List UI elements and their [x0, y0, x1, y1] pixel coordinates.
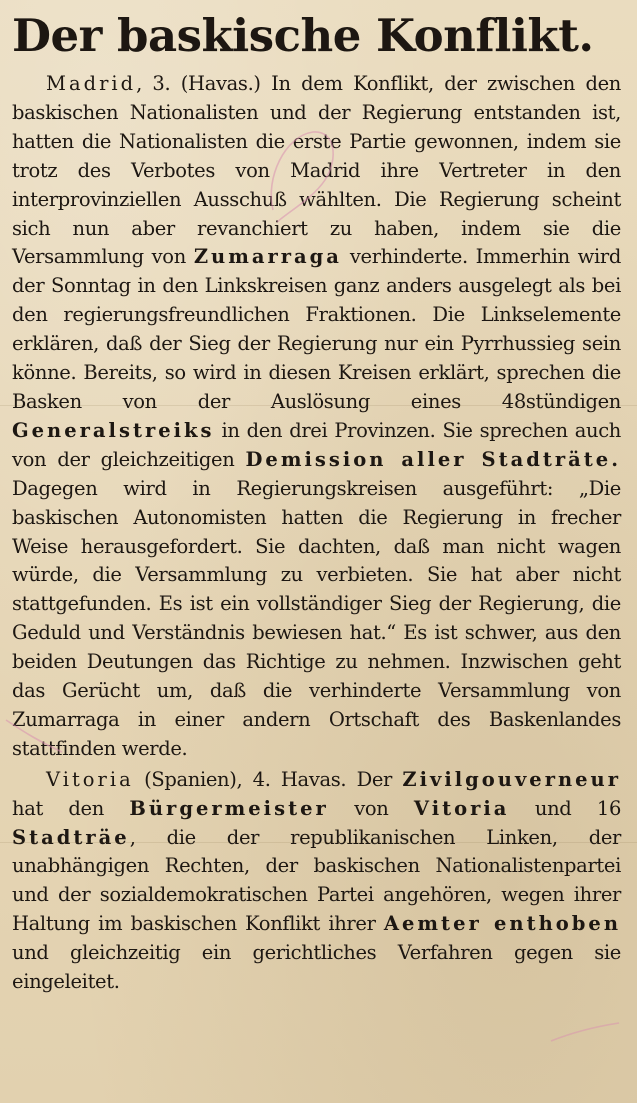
- paper-crease: [0, 842, 637, 843]
- paper-crease: [0, 405, 637, 406]
- article-paragraph-madrid: [12, 70, 621, 764]
- paragraph-text: Dagegen wird in Regierungskreisen ausgeführt: „Die baskischen Autonomisten hatten die Regierung in frecher Weise herausgefordert. Sie dachten, daß man nicht wagen würde, die Versammlung zu verbieten. Sie hat aber nicht stattgefunden. Es ist ein vollständiger Sieg der Regierung, die Geduld und Verständnis bewiesen hat.“ Es ist schwer, aus den beiden Deutungen das Richtige zu nehmen. Inzwischen geht das Gerücht um, daß die verhinderte Versammlung von Zumarraga in einer andern Ortschaft des Baskenlandes stattfinden werde.: [12, 476, 621, 760]
- paragraph-text: und 16: [509, 796, 621, 820]
- spaced-emphasis: Vitoria: [413, 796, 510, 820]
- paragraph-text: , die der republikanischen Linken, der unabhängigen Rechten, der baskischen Nationalistenpartei und der sozialdemokratischen Partei angehören, wegen ihrer Haltung im baskischen Konflikt ihrer: [12, 825, 621, 936]
- dateline-place: Vitoria: [46, 767, 134, 791]
- spaced-emphasis: Bürgermeister: [129, 796, 329, 820]
- pink-pencil-mark: [545, 1005, 625, 1055]
- spaced-emphasis: Aemter enthoben: [383, 912, 622, 936]
- spaced-emphasis: Generalstreiks: [12, 418, 215, 442]
- paragraph-text: verhinderte. Immerhin wird der Sonntag in den Linkskreisen ganz anders ausgelegt als bei den regierungsfreundlichen Fraktionen. Die Linkselemente erklären, daß der Sieg der Regierung nur ein Pyrrhussieg sein könne. Bereits, so wird in diesen Kreisen erklärt, sprechen die Basken von der Auslösung eines 48stündigen: [12, 245, 622, 413]
- dateline-place: Madrid: [46, 72, 137, 95]
- paragraph-text: (Spanien), 4. Havas. Der: [133, 767, 403, 791]
- paragraph-text: in den drei Provinzen. Sie sprechen auch von der gleichzeitigen: [12, 418, 621, 471]
- paragraph-text: von: [328, 796, 414, 820]
- paragraph-text: hat den: [12, 796, 130, 820]
- spaced-emphasis: Stadträe: [12, 825, 130, 849]
- article-headline: Der baskische Konflikt.: [12, 9, 594, 62]
- spaced-emphasis: Demission aller Stadträte.: [245, 447, 621, 471]
- article-paragraph-vitoria: [12, 766, 621, 997]
- paragraph-text: und gleichzeitig ein gerichtliches Verfahren gegen sie eingeleitet.: [12, 941, 621, 994]
- paragraph-text: , 3. (Havas.) In dem Konflikt, der zwischen den baskischen Nationalisten und der Regierung entstanden ist, hatten die Nationalisten die erste Partie gewonnen, indem sie trotz des Verbotes von Madrid ihre Vertreter in den interprovinziellen Ausschuß wählten. Die Regierung scheint sich nun aber revanchiert zu haben, indem sie die Versammlung von: [12, 72, 621, 269]
- spaced-emphasis: Zivilgouverneur: [402, 767, 621, 791]
- spaced-emphasis: Zumarraga: [193, 245, 342, 269]
